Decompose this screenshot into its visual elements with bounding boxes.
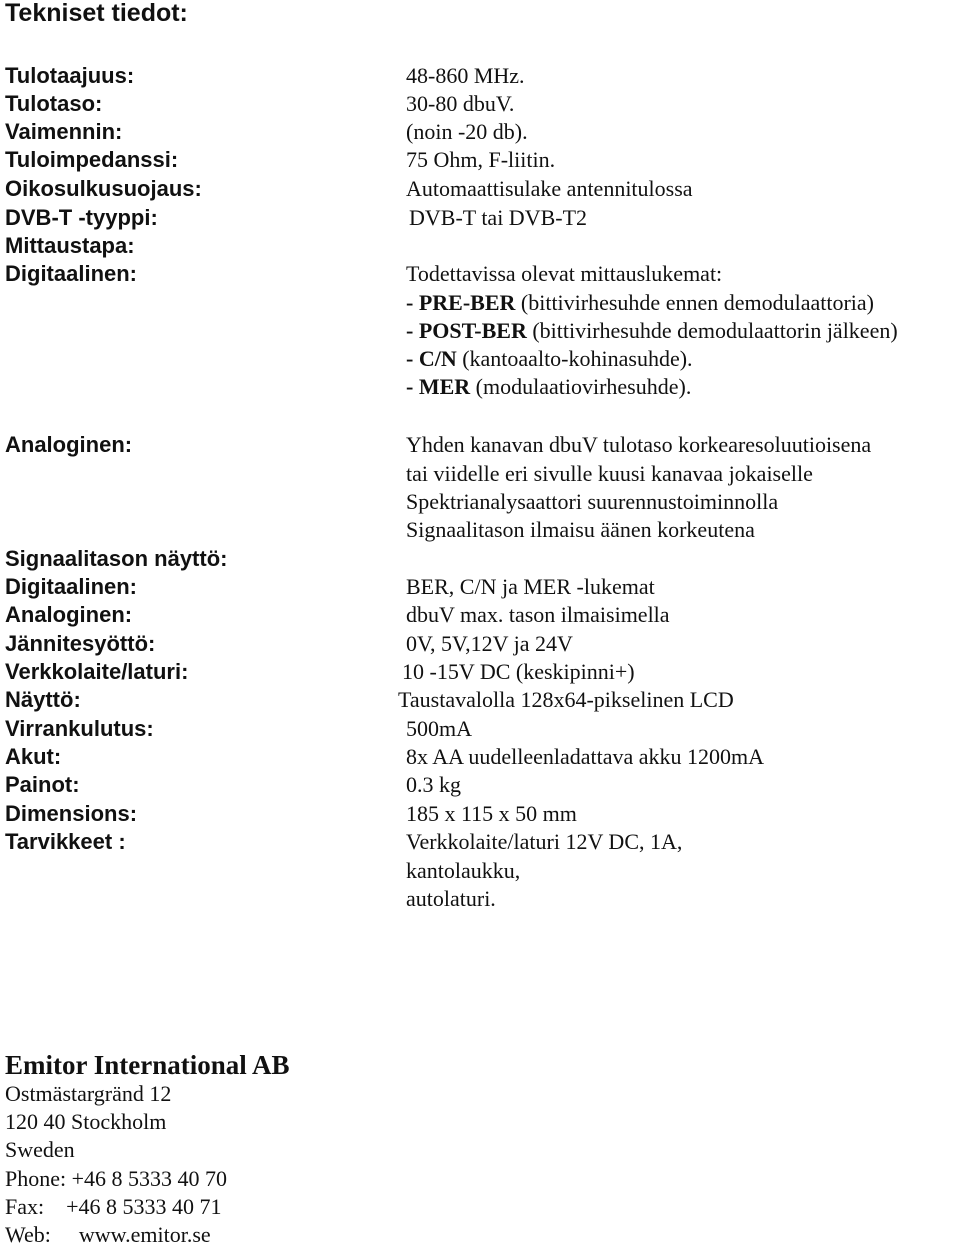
label-analog: Analoginen:: [5, 432, 133, 457]
digital-measurement-item: - POST-BER (bittivirhesuhde demodulaattorin jälkeen): [406, 318, 898, 343]
label-accessories: Tarvikkeet :: [5, 829, 126, 854]
label-power-adapter: Verkkolaite/laturi:: [5, 659, 189, 684]
label-batteries: Akut:: [5, 744, 62, 769]
value-analog-display: dbuV max. tason ilmaisimella: [406, 602, 670, 627]
company-fax: Fax: +46 8 5333 40 71: [5, 1194, 222, 1219]
label-short-circuit-protection: Oikosulkusuojaus:: [5, 176, 202, 201]
label-dimensions: Dimensions:: [5, 801, 138, 826]
label-input-frequency: Tulotaajuus:: [5, 63, 135, 88]
label-measurement-method: Mittaustapa:: [5, 233, 135, 258]
label-digital: Digitaalinen:: [5, 261, 138, 286]
value-input-impedance: 75 Ohm, F-liitin.: [406, 147, 556, 172]
value-weight: 0.3 kg: [406, 772, 461, 797]
value-digital-intro: Todettavissa olevat mittauslukemat:: [406, 261, 723, 286]
company-city: 120 40 Stockholm: [5, 1109, 167, 1134]
label-weight: Painot:: [5, 772, 80, 797]
label-input-level: Tulotaso:: [5, 91, 103, 116]
label-dvbt-type: DVB-T -tyyppi:: [5, 205, 158, 230]
label-power-consumption: Virrankulutus:: [5, 716, 154, 741]
value-voltage-supply: 0V, 5V,12V ja 24V: [406, 631, 573, 656]
value-display: Taustavalolla 128x64-pikselinen LCD: [398, 687, 734, 712]
value-dvbt-type: DVB-T tai DVB-T2: [409, 205, 588, 230]
page-title: Tekniset tiedot:: [5, 0, 188, 27]
value-power-adapter: 10 -15V DC (keskipinni+): [402, 659, 635, 684]
label-signal-display: Signaalitason näyttö:: [5, 546, 228, 571]
digital-measurement-item: - C/N (kantoaalto-kohinasuhde).: [406, 346, 693, 371]
company-web-label: Web:: [5, 1222, 51, 1247]
company-web-link[interactable]: www.emitor.se: [78, 1222, 211, 1247]
analog-line: Signaalitason ilmaisu äänen korkeutena: [406, 517, 755, 542]
company-country: Sweden: [5, 1137, 75, 1162]
label-voltage-supply: Jännitesyöttö:: [5, 631, 156, 656]
value-power-consumption: 500mA: [406, 716, 472, 741]
value-digital-display: BER, C/N ja MER -lukemat: [406, 574, 655, 599]
digital-measurement-item: - PRE-BER (bittivirhesuhde ennen demodulaattoria): [406, 290, 874, 315]
value-accessories-item: autolaturi.: [406, 886, 496, 911]
analog-line: Yhden kanavan dbuV tulotaso korkearesoluutioisena: [406, 432, 872, 457]
label-display: Näyttö:: [5, 687, 81, 712]
value-input-level: 30-80 dbuV.: [406, 91, 515, 116]
analog-line: Spektrianalysaattori suurennustoiminnolla: [406, 489, 779, 514]
company-name: Emitor International AB: [5, 1050, 290, 1080]
value-dimensions: 185 x 115 x 50 mm: [406, 801, 577, 826]
value-batteries: 8x AA uudelleenladattava akku 1200mA: [406, 744, 765, 769]
label-attenuator: Vaimennin:: [5, 119, 123, 144]
analog-line: tai viidelle eri sivulle kuusi kanavaa jokaiselle: [406, 461, 813, 486]
value-attenuator: (noin -20 db).: [406, 119, 528, 144]
company-phone: Phone: +46 8 5333 40 70: [5, 1166, 228, 1191]
label-digital-display: Digitaalinen:: [5, 574, 138, 599]
value-short-circuit-protection: Automaattisulake antennitulossa: [406, 176, 693, 201]
value-accessories-item: kantolaukku,: [406, 858, 521, 883]
label-input-impedance: Tuloimpedanssi:: [5, 147, 179, 172]
value-accessories: Verkkolaite/laturi 12V DC, 1A,: [406, 829, 683, 854]
value-input-frequency: 48-860 MHz.: [406, 63, 525, 88]
digital-measurement-item: - MER (modulaatiovirhesuhde).: [406, 374, 692, 399]
company-street: Ostmästargränd 12: [5, 1081, 172, 1106]
label-analog-display: Analoginen:: [5, 602, 133, 627]
